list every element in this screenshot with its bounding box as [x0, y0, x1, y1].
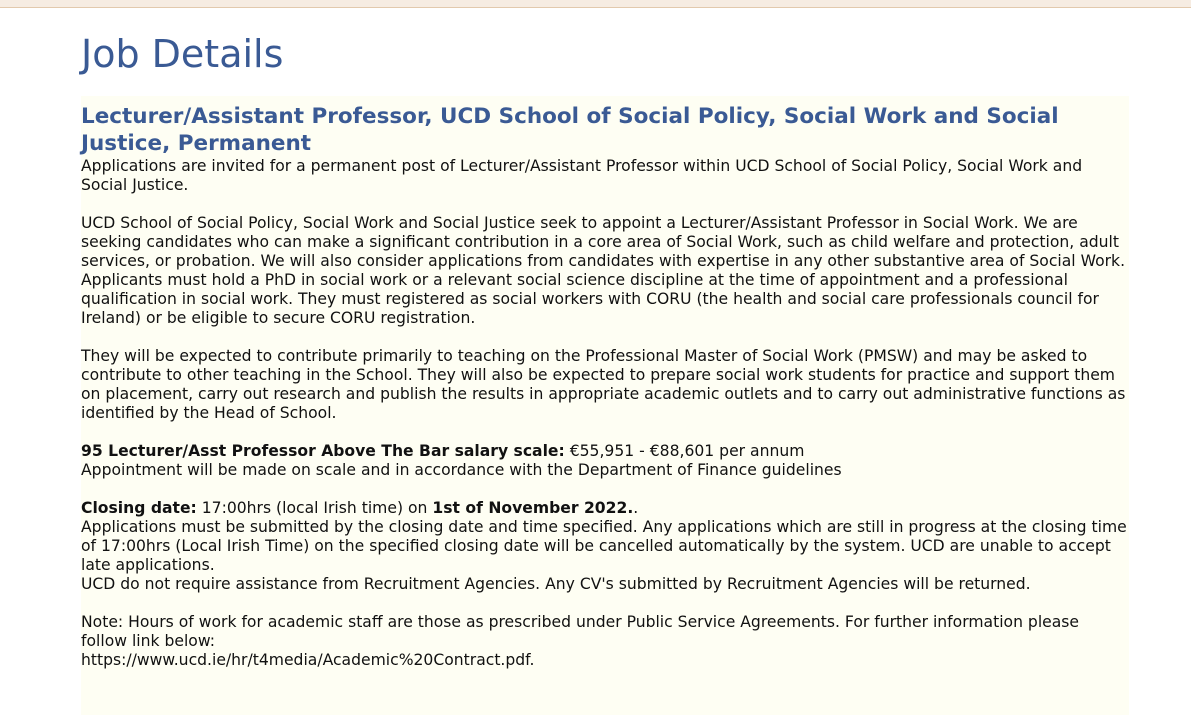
- closing-note: Applications must be submitted by the closing date and time specified. Any applications which are still in progress at the closing time of 17:00hrs (Local Irish Time) on the specified closing date will be cancelled automatically by the system. UCD are unable to accept late applications.: [81, 518, 1127, 574]
- description-paragraph-2: Applicants must hold a PhD in social work or a relevant social science discipline at the time of appointment and a professional qualification in social work. They must registered as social workers with CORU (the health and social care professionals council for Ireland) or be eligible to secure CORU registration.: [81, 271, 1099, 327]
- contract-link: https://www.ucd.ie/hr/t4media/Academic%20Contract.pdf.: [81, 651, 535, 669]
- job-description: [81, 157, 1129, 670]
- top-border-bar: [0, 0, 1191, 8]
- salary-label: 95 Lecturer/Asst Professor Above The Bar salary scale:: [81, 442, 565, 460]
- description-paragraph-1: UCD School of Social Policy, Social Work and Social Justice seek to appoint a Lecturer/Assistant Professor in Social Work. We are seeking candidates who can make a significant contribution in a core area of Social Work, such as child welfare and protection, adult services, or probation. We will also consider applications from candidates with expertise in any other substantive area of Social Work.: [81, 214, 1126, 270]
- agencies-note: UCD do not require assistance from Recruitment Agencies. Any CV's submitted by Recruitment Agencies will be returned.: [81, 575, 1031, 593]
- closing-date-value: 1st of November 2022.: [432, 499, 634, 517]
- salary-line: [81, 442, 1129, 461]
- hours-note: Note: Hours of work for academic staff are those as prescribed under Public Service Agreements. For further information please follow link below:: [81, 613, 1080, 650]
- job-details-panel: [81, 96, 1129, 715]
- page-title: Job Details: [81, 32, 284, 76]
- job-title: Lecturer/Assistant Professor, UCD School of Social Policy, Social Work and Social Justice, Permanent: [81, 104, 1059, 156]
- salary-value: €55,951 - €88,601 per annum: [564, 442, 805, 460]
- closing-date-suffix: .: [633, 499, 639, 517]
- closing-time: 17:00hrs (local Irish time) on: [196, 499, 433, 517]
- closing-date-line: [81, 499, 1129, 518]
- description-paragraph-3: They will be expected to contribute primarily to teaching on the Professional Master of Social Work (PMSW) and may be asked to contribute to other teaching in the School. They will also be expected to prepare social work students for practice and support them on placement, carry out research and publish the results in appropriate academic outlets and to carry out administrative functions as identified by the Head of School.: [81, 347, 1126, 422]
- intro-paragraph: Applications are invited for a permanent post of Lecturer/Assistant Professor within UCD School of Social Policy, Social Work and Social Justice.: [81, 157, 1083, 194]
- closing-date-label: Closing date:: [81, 499, 197, 517]
- salary-note: Appointment will be made on scale and in accordance with the Department of Finance guidelines: [81, 461, 842, 479]
